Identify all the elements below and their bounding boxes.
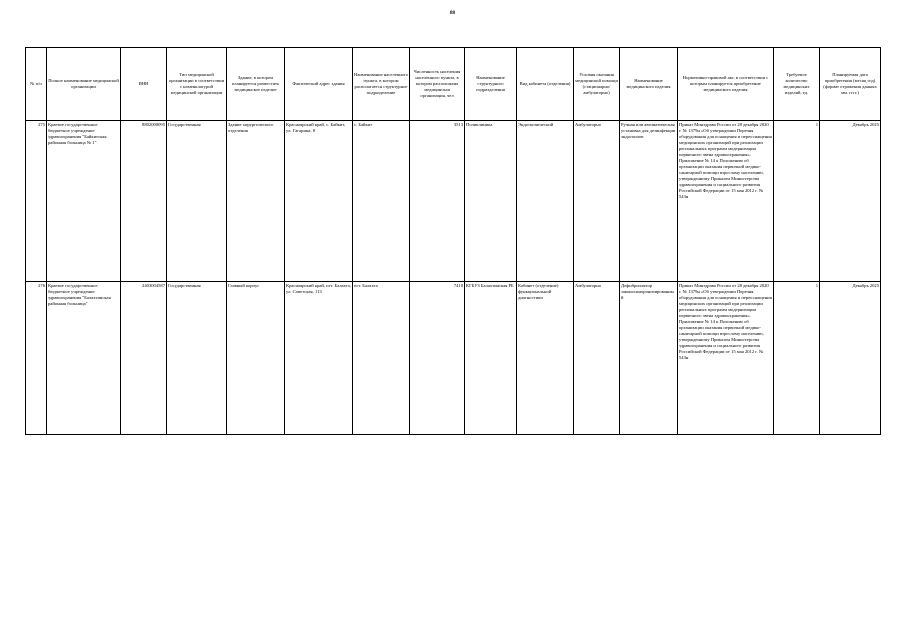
header-cell-date: Планируемая дата приобретения (месяц год) (формат отражения данных мм. гггг.) <box>820 48 881 121</box>
table-row <box>26 121 881 282</box>
header-cell-org-type: Тип медицинской организации в соответствии с номенклатурой медицинской организации <box>167 48 227 121</box>
date-cell: Декабрь 2025 <box>820 121 881 282</box>
inn-cell: 8802000095 <box>121 121 167 282</box>
quantity-cell: 1 <box>774 282 820 435</box>
locality-cell: с. Байкит <box>353 121 410 282</box>
header-cell-population: Численность населения населенного пункта, в котором расположена медицинская организация, чел <box>410 48 465 121</box>
inn-cell: 2403004587 <box>121 282 167 435</box>
header-cell-building: Здание, в котором планируется разместить медицинское изделие <box>227 48 285 121</box>
header-cell-inn: ИНН <box>121 48 167 121</box>
header-cell-legal-act: Нормативно-правовой акт, в соответствии с которым планируется приобретение медицинского изделия <box>678 48 774 121</box>
address-cell: Красноярский край, с. Байкит, ул. Гагарина, 8 <box>285 121 353 282</box>
address-cell: Красноярский край, пгт. Балахта, ул. Советская, 113 <box>285 282 353 435</box>
page-number: 88 <box>450 11 455 16</box>
header-cell-org-name: Полное наименование медицинской организации <box>47 48 121 121</box>
header-cell-device: Наименование медицинского изделия <box>620 48 678 121</box>
header-cell-cabinet: Вид кабинета (отделения) <box>517 48 574 121</box>
org-name-cell: Краевое государственное бюджетное учреждение здравоохранения "Байкитская районная больница № 1" <box>47 121 121 282</box>
cabinet-cell: Эндоскопический <box>517 121 574 282</box>
header-cell-unit: Наименование структурного подразделения <box>465 48 517 121</box>
device-cell: Ручная или автоматическая установка для дезинфекции эндоскопов <box>620 121 678 282</box>
header-cell-address: Фактический адрес здания <box>285 48 353 121</box>
conditions-cell: Амбулаторно <box>574 121 620 282</box>
header-cell-conditions: Условия оказания медицинской помощи (стационарно/амбулаторно) <box>574 48 620 121</box>
cabinet-cell: Кабинет (отделение) функциональной диагностики <box>517 282 574 435</box>
org-type-cell: Государственная <box>167 282 227 435</box>
locality-cell: пгт. Балахта <box>353 282 410 435</box>
device-cell: Дефибриллятор законосинхронизированный <box>620 282 678 435</box>
row-number: 276 <box>26 282 47 435</box>
legal-act-cell: Приказ Минздрава России от 28 декабря 2020 г. № 1379н «Об утверждении Перечня оборудования для оснащения и переоснащения медицинских организаций при реализации региональных программ модернизации первичного звена здравоохранения». Приложение № 14 к Положению об организации оказания первичной медико-санитарной помощи взрослому населению, утвержденному Приказом Министерства здравоохранения и социального развития Российской Федерации от 15 мая 2012 г. № 543н <box>678 121 774 282</box>
org-name-cell: Краевое государственное бюджетное учреждение здравоохранения "Балахтинская районная больница" <box>47 282 121 435</box>
building-cell: Здание хирургического отделения <box>227 121 285 282</box>
org-type-cell: Государственная <box>167 121 227 282</box>
quantity-cell: 1 <box>774 121 820 282</box>
row-number: 275 <box>26 121 47 282</box>
conditions-cell: Амбулаторно <box>574 282 620 435</box>
header-cell-number: № п/п <box>26 48 47 121</box>
header-cell-locality: Наименование населенного пункта, в котором располагается структурное подразделение <box>353 48 410 121</box>
table-row <box>26 282 881 435</box>
building-cell: Главный корпус <box>227 282 285 435</box>
table-header-row <box>26 48 881 121</box>
unit-cell: Поликлиника <box>465 121 517 282</box>
population-cell: 7410 <box>410 282 465 435</box>
unit-cell: КГБУЗ Балахтинская РБ <box>465 282 517 435</box>
header-cell-quantity: Требуемое количество медицинских изделий, ед. <box>774 48 820 121</box>
equipment-table <box>25 47 881 435</box>
date-cell: Декабрь 2025 <box>820 282 881 435</box>
population-cell: 3513 <box>410 121 465 282</box>
legal-act-cell: Приказ Минздрава России от 28 декабря 2020 г. № 1379н «Об утверждении Перечня оборудования для оснащения и переоснащения медицинских организаций при реализации региональных программ модернизации первичного звена здравоохранения». Приложение № 14 к Положению об организации оказания первичной медико-санитарной помощи взрослому населению, утвержденному Приказом Министерства здравоохранения и социального развития Российской Федерации от 15 мая 2012 г. № 543н <box>678 282 774 435</box>
